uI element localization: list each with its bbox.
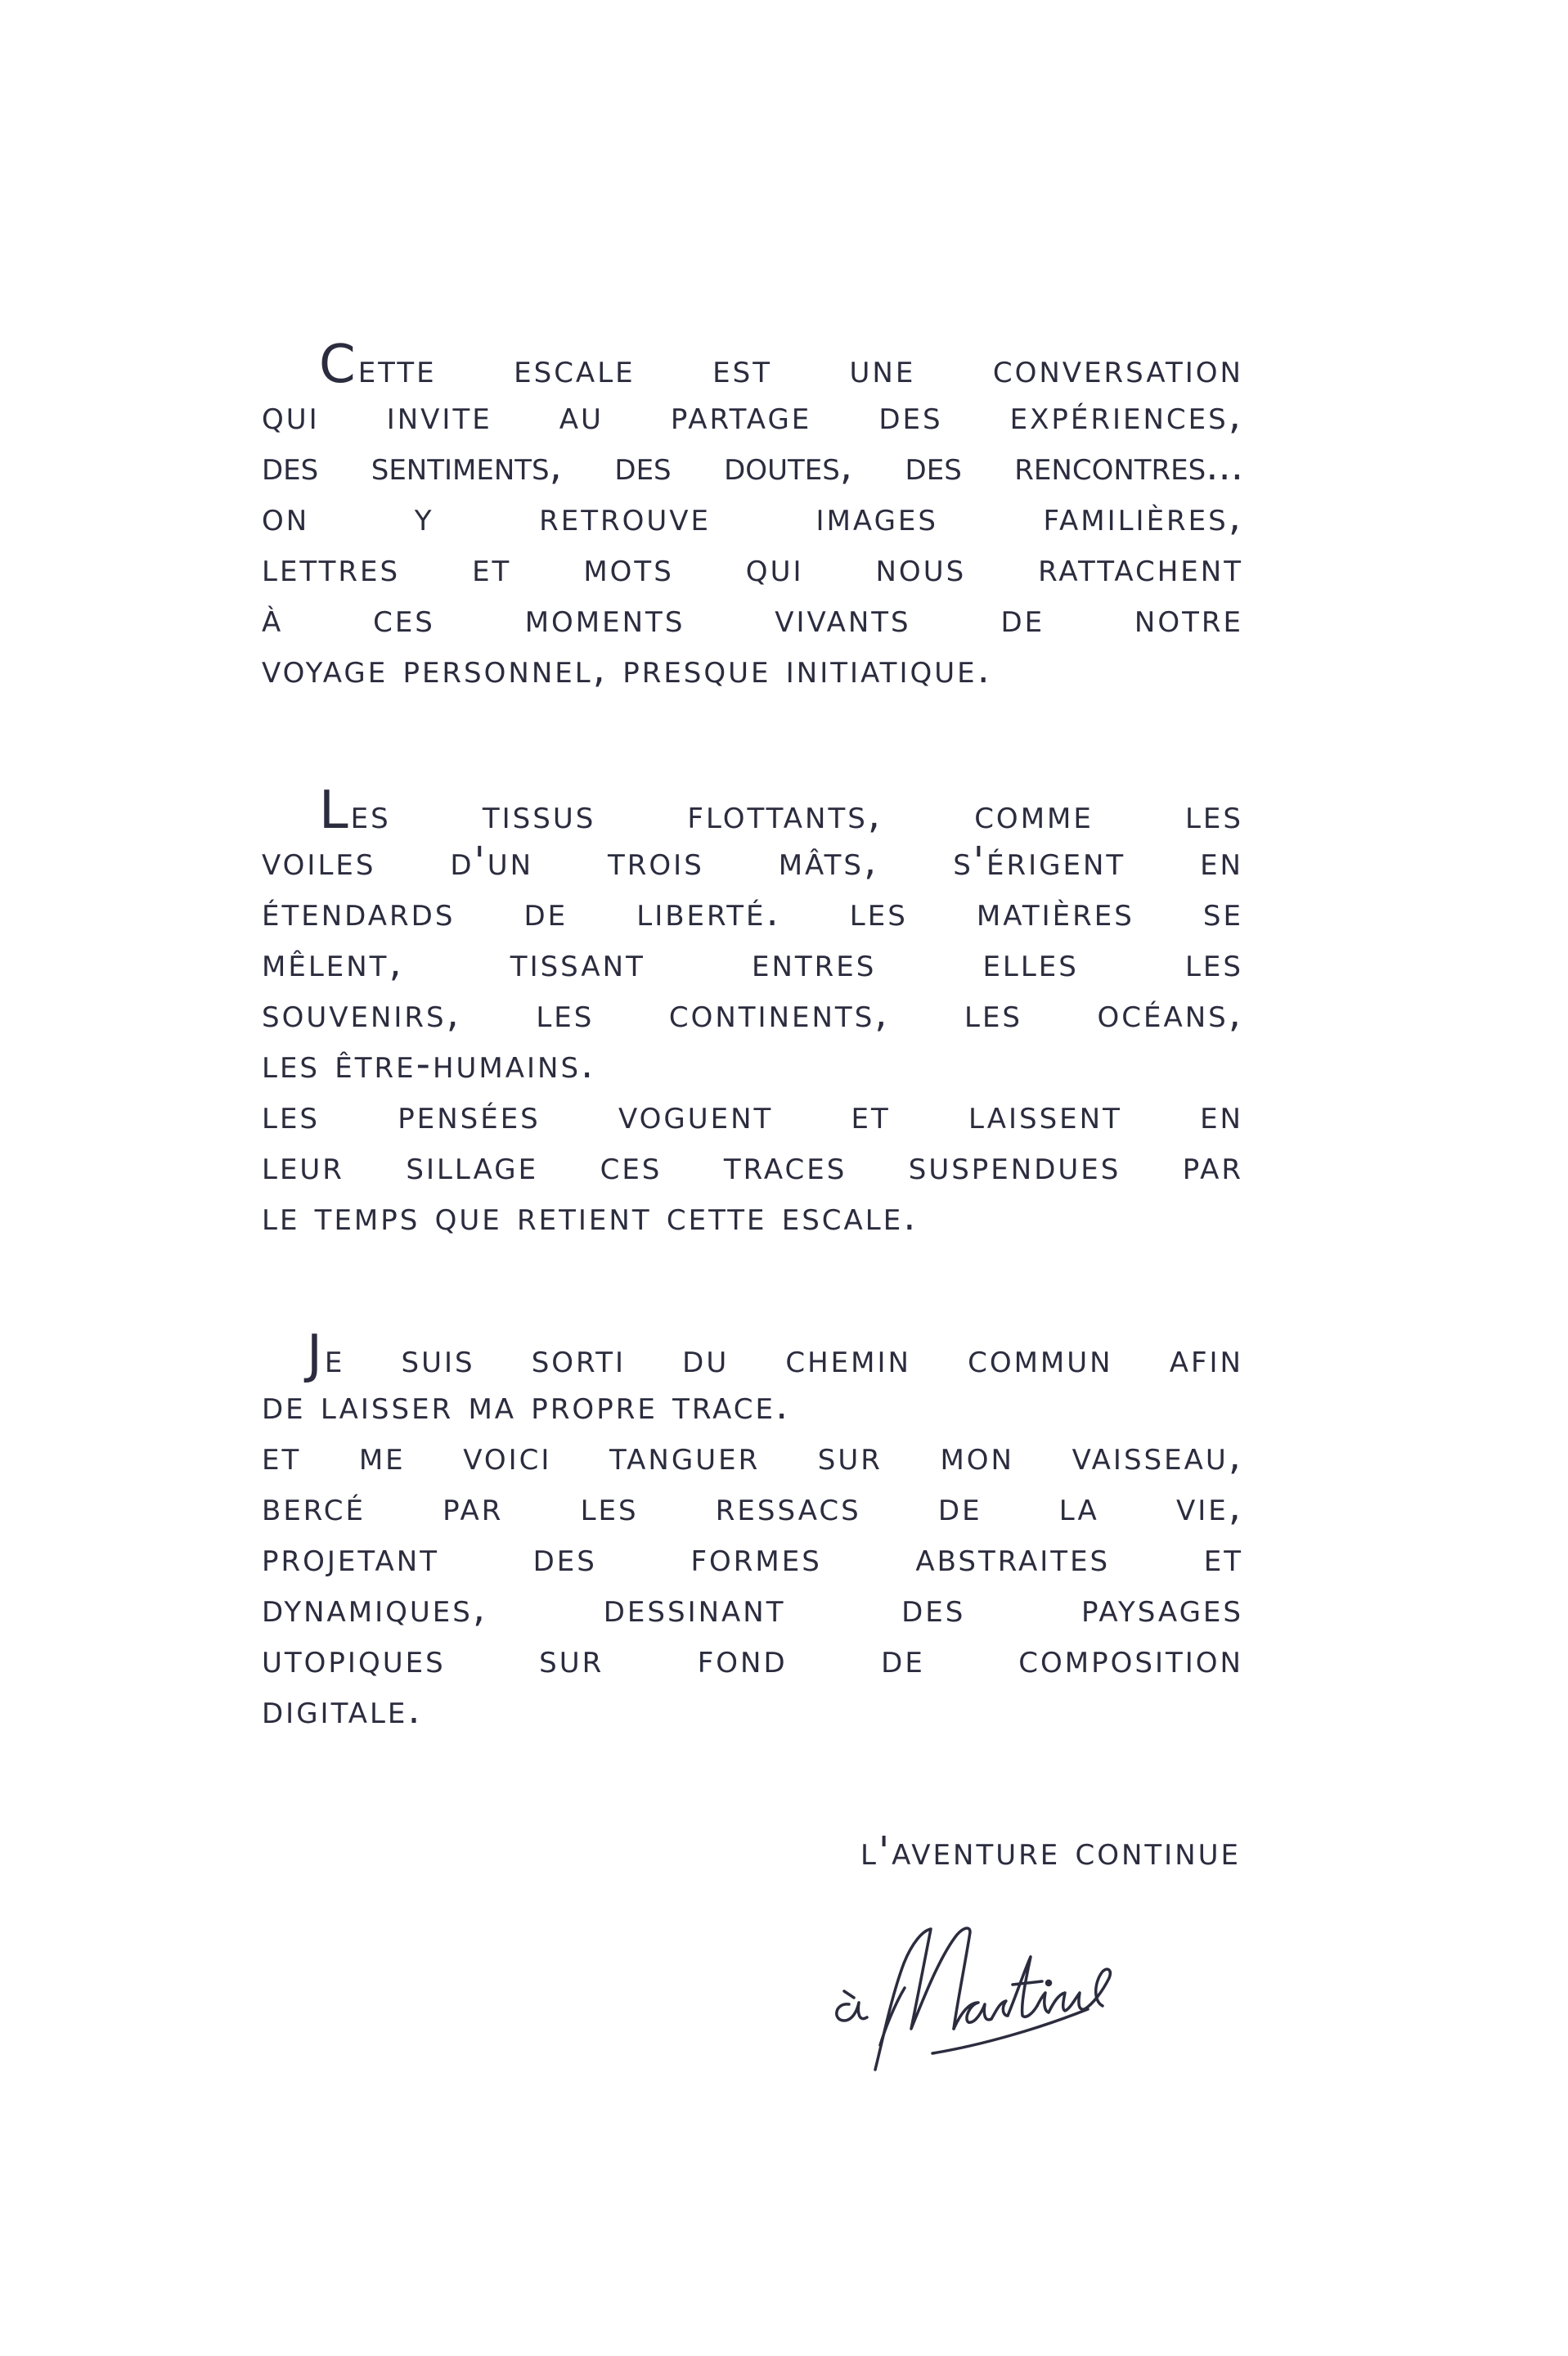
p3-line-5: projetant des formes abstraites et <box>262 1535 1243 1580</box>
p2-line-8: leur sillage ces traces suspendues par <box>262 1143 1243 1189</box>
p2-line-3: étendards de liberté. les matières se <box>262 889 1243 935</box>
p1-line-3: des sentiments, des doutes, des rencontres... <box>262 443 1243 489</box>
p2-line-1-rest: es tissus flottants, comme les <box>350 792 1243 838</box>
closing-line: l'aventure continue <box>860 1828 1241 1874</box>
p2-line-1 <box>262 780 1243 841</box>
paragraph-2 <box>262 780 1243 1242</box>
p1-line-6: à ces moments vivants de notre <box>262 596 1243 641</box>
p1-line-1-rest: ette escale est une conversation <box>357 346 1243 392</box>
p3-line-2: de laisser ma propre trace. <box>262 1383 791 1428</box>
p3-line-3: et me voici tanguer sur mon vaisseau, <box>262 1433 1243 1479</box>
drop-cap: J <box>307 1324 325 1385</box>
p2-line-5: souvenirs, les continents, les océans, <box>262 991 1243 1036</box>
p3-line-8: digitale. <box>262 1687 423 1733</box>
paragraph-3 <box>262 1324 1243 1735</box>
p2-line-9: le temps que retient cette escale. <box>262 1194 919 1239</box>
p3-line-1-rest: e suis sorti du chemin commun afin <box>324 1336 1243 1382</box>
p1-line-7: voyage personnel, presque initiatique. <box>262 646 992 692</box>
p2-line-2: voiles d'un trois mâts, s'érigent en <box>262 839 1243 884</box>
drop-cap: L <box>319 780 351 841</box>
p1-line-5: lettres et mots qui nous rattachent <box>262 545 1243 591</box>
p1-line-4: on y retrouve images familières, <box>262 494 1243 540</box>
p2-line-6: les être-humains. <box>262 1041 596 1087</box>
signature <box>826 1906 1129 2086</box>
p3-line-6: dynamiques, dessinant des paysages <box>262 1585 1243 1631</box>
p3-line-4: bercé par les ressacs de la vie, <box>262 1484 1243 1530</box>
p3-line-1 <box>262 1324 1243 1385</box>
p1-line-1 <box>262 335 1243 395</box>
drop-cap: C <box>319 335 358 395</box>
paragraph-1 <box>262 335 1243 695</box>
p3-line-7: utopiques sur fond de composition <box>262 1636 1243 1682</box>
p2-line-7: les pensées voguent et laissent en <box>262 1092 1243 1138</box>
p1-line-2: qui invite au partage des expériences, <box>262 393 1243 438</box>
p2-line-4: mêlent, tissant entres elles les <box>262 940 1243 986</box>
